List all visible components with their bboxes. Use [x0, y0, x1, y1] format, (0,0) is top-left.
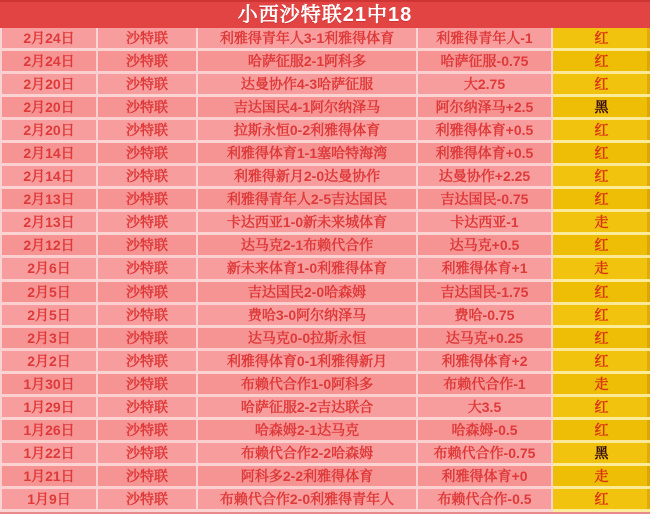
result-cell: 红: [553, 282, 650, 305]
league-cell: 沙特联: [98, 489, 198, 512]
league-cell: 沙特联: [98, 143, 198, 166]
match-cell: 利雅得新月2-0达曼协作: [198, 166, 418, 189]
pick-cell: 利雅得青年人-1: [418, 28, 553, 51]
date-cell: 1月21日: [0, 466, 98, 489]
pick-cell: 费哈-0.75: [418, 305, 553, 328]
league-cell: 沙特联: [98, 120, 198, 143]
result-cell: 红: [553, 51, 650, 74]
league-cell: 沙特联: [98, 420, 198, 443]
date-cell: 2月24日: [0, 51, 98, 74]
match-cell: 达马克2-1布赖代合作: [198, 235, 418, 258]
result-cell: 红: [553, 328, 650, 351]
league-cell: 沙特联: [98, 351, 198, 374]
league-cell: 沙特联: [98, 258, 198, 281]
result-cell: 红: [553, 489, 650, 512]
result-cell: 走: [553, 212, 650, 235]
date-cell: 2月2日: [0, 351, 98, 374]
match-cell: 哈萨征服2-2吉达联合: [198, 397, 418, 420]
league-cell: 沙特联: [98, 235, 198, 258]
match-cell: 哈森姆2-1达马克: [198, 420, 418, 443]
result-cell: 红: [553, 351, 650, 374]
pick-cell: 大3.5: [418, 397, 553, 420]
result-cell: 红: [553, 74, 650, 97]
league-cell: 沙特联: [98, 74, 198, 97]
result-cell: 红: [553, 420, 650, 443]
date-cell: 2月24日: [0, 28, 98, 51]
match-cell: 哈萨征服2-1阿科多: [198, 51, 418, 74]
title-bar: [0, 0, 650, 28]
league-cell: 沙特联: [98, 51, 198, 74]
match-cell: 利雅得青年人3-1利雅得体育: [198, 28, 418, 51]
pick-cell: 卡达西亚-1: [418, 212, 553, 235]
pick-cell: 吉达国民-1.75: [418, 282, 553, 305]
pick-cell: 哈森姆-0.5: [418, 420, 553, 443]
pick-cell: 达马克+0.25: [418, 328, 553, 351]
league-cell: 沙特联: [98, 28, 198, 51]
date-cell: 2月12日: [0, 235, 98, 258]
result-cell: 红: [553, 397, 650, 420]
pick-cell: 布赖代合作-1: [418, 374, 553, 397]
result-cell: 红: [553, 305, 650, 328]
match-cell: 达马克0-0拉斯永恒: [198, 328, 418, 351]
date-cell: 1月29日: [0, 397, 98, 420]
date-cell: 1月9日: [0, 489, 98, 512]
league-cell: 沙特联: [98, 189, 198, 212]
pick-cell: 利雅得体育+0.5: [418, 143, 553, 166]
pick-cell: 达曼协作+2.25: [418, 166, 553, 189]
date-cell: 2月20日: [0, 74, 98, 97]
date-cell: 2月5日: [0, 305, 98, 328]
date-cell: 2月13日: [0, 189, 98, 212]
pick-cell: 利雅得体育+0.5: [418, 120, 553, 143]
record-table: [0, 28, 650, 514]
date-cell: 2月14日: [0, 143, 98, 166]
match-cell: 拉斯永恒0-2利雅得体育: [198, 120, 418, 143]
match-cell: 利雅得青年人2-5吉达国民: [198, 189, 418, 212]
league-cell: 沙特联: [98, 166, 198, 189]
league-cell: 沙特联: [98, 466, 198, 489]
date-cell: 1月26日: [0, 420, 98, 443]
league-cell: 沙特联: [98, 305, 198, 328]
date-cell: 2月14日: [0, 166, 98, 189]
date-cell: 1月30日: [0, 374, 98, 397]
league-cell: 沙特联: [98, 212, 198, 235]
match-cell: 布赖代合作2-2哈森姆: [198, 443, 418, 466]
pick-cell: 布赖代合作-0.5: [418, 489, 553, 512]
league-cell: 沙特联: [98, 97, 198, 120]
result-cell: 走: [553, 374, 650, 397]
match-cell: 吉达国民2-0哈森姆: [198, 282, 418, 305]
match-cell: 吉达国民4-1阿尔纳泽马: [198, 97, 418, 120]
pick-cell: 利雅得体育+1: [418, 258, 553, 281]
match-cell: 布赖代合作2-0利雅得青年人: [198, 489, 418, 512]
pick-cell: 布赖代合作-0.75: [418, 443, 553, 466]
page-title: 小西沙特联21中18: [237, 4, 413, 26]
league-cell: 沙特联: [98, 374, 198, 397]
league-cell: 沙特联: [98, 397, 198, 420]
pick-cell: 利雅得体育+2: [418, 351, 553, 374]
date-cell: 2月20日: [0, 97, 98, 120]
result-cell: 红: [553, 189, 650, 212]
date-cell: 2月5日: [0, 282, 98, 305]
date-cell: 2月3日: [0, 328, 98, 351]
match-cell: 利雅得体育1-1塞哈特海湾: [198, 143, 418, 166]
pick-cell: 哈萨征服-0.75: [418, 51, 553, 74]
date-cell: 2月6日: [0, 258, 98, 281]
league-cell: 沙特联: [98, 328, 198, 351]
result-cell: 红: [553, 166, 650, 189]
date-cell: 1月22日: [0, 443, 98, 466]
match-cell: 卡达西亚1-0新未来城体育: [198, 212, 418, 235]
match-cell: 新未来体育1-0利雅得体育: [198, 258, 418, 281]
result-cell: 红: [553, 120, 650, 143]
result-cell: 红: [553, 235, 650, 258]
league-cell: 沙特联: [98, 282, 198, 305]
pick-cell: 阿尔纳泽马+2.5: [418, 97, 553, 120]
result-cell: 红: [553, 28, 650, 51]
result-cell: 走: [553, 258, 650, 281]
match-cell: 阿科多2-2利雅得体育: [198, 466, 418, 489]
result-cell: 黑: [553, 443, 650, 466]
pick-cell: 达马克+0.5: [418, 235, 553, 258]
pick-cell: 吉达国民-0.75: [418, 189, 553, 212]
match-cell: 利雅得体育0-1利雅得新月: [198, 351, 418, 374]
match-cell: 达曼协作4-3哈萨征服: [198, 74, 418, 97]
result-cell: 红: [553, 143, 650, 166]
date-cell: 2月13日: [0, 212, 98, 235]
result-cell: 黑: [553, 97, 650, 120]
league-cell: 沙特联: [98, 443, 198, 466]
date-cell: 2月20日: [0, 120, 98, 143]
result-cell: 走: [553, 466, 650, 489]
pick-cell: 大2.75: [418, 74, 553, 97]
pick-cell: 利雅得体育+0: [418, 466, 553, 489]
match-cell: 布赖代合作1-0阿科多: [198, 374, 418, 397]
match-cell: 费哈3-0阿尔纳泽马: [198, 305, 418, 328]
